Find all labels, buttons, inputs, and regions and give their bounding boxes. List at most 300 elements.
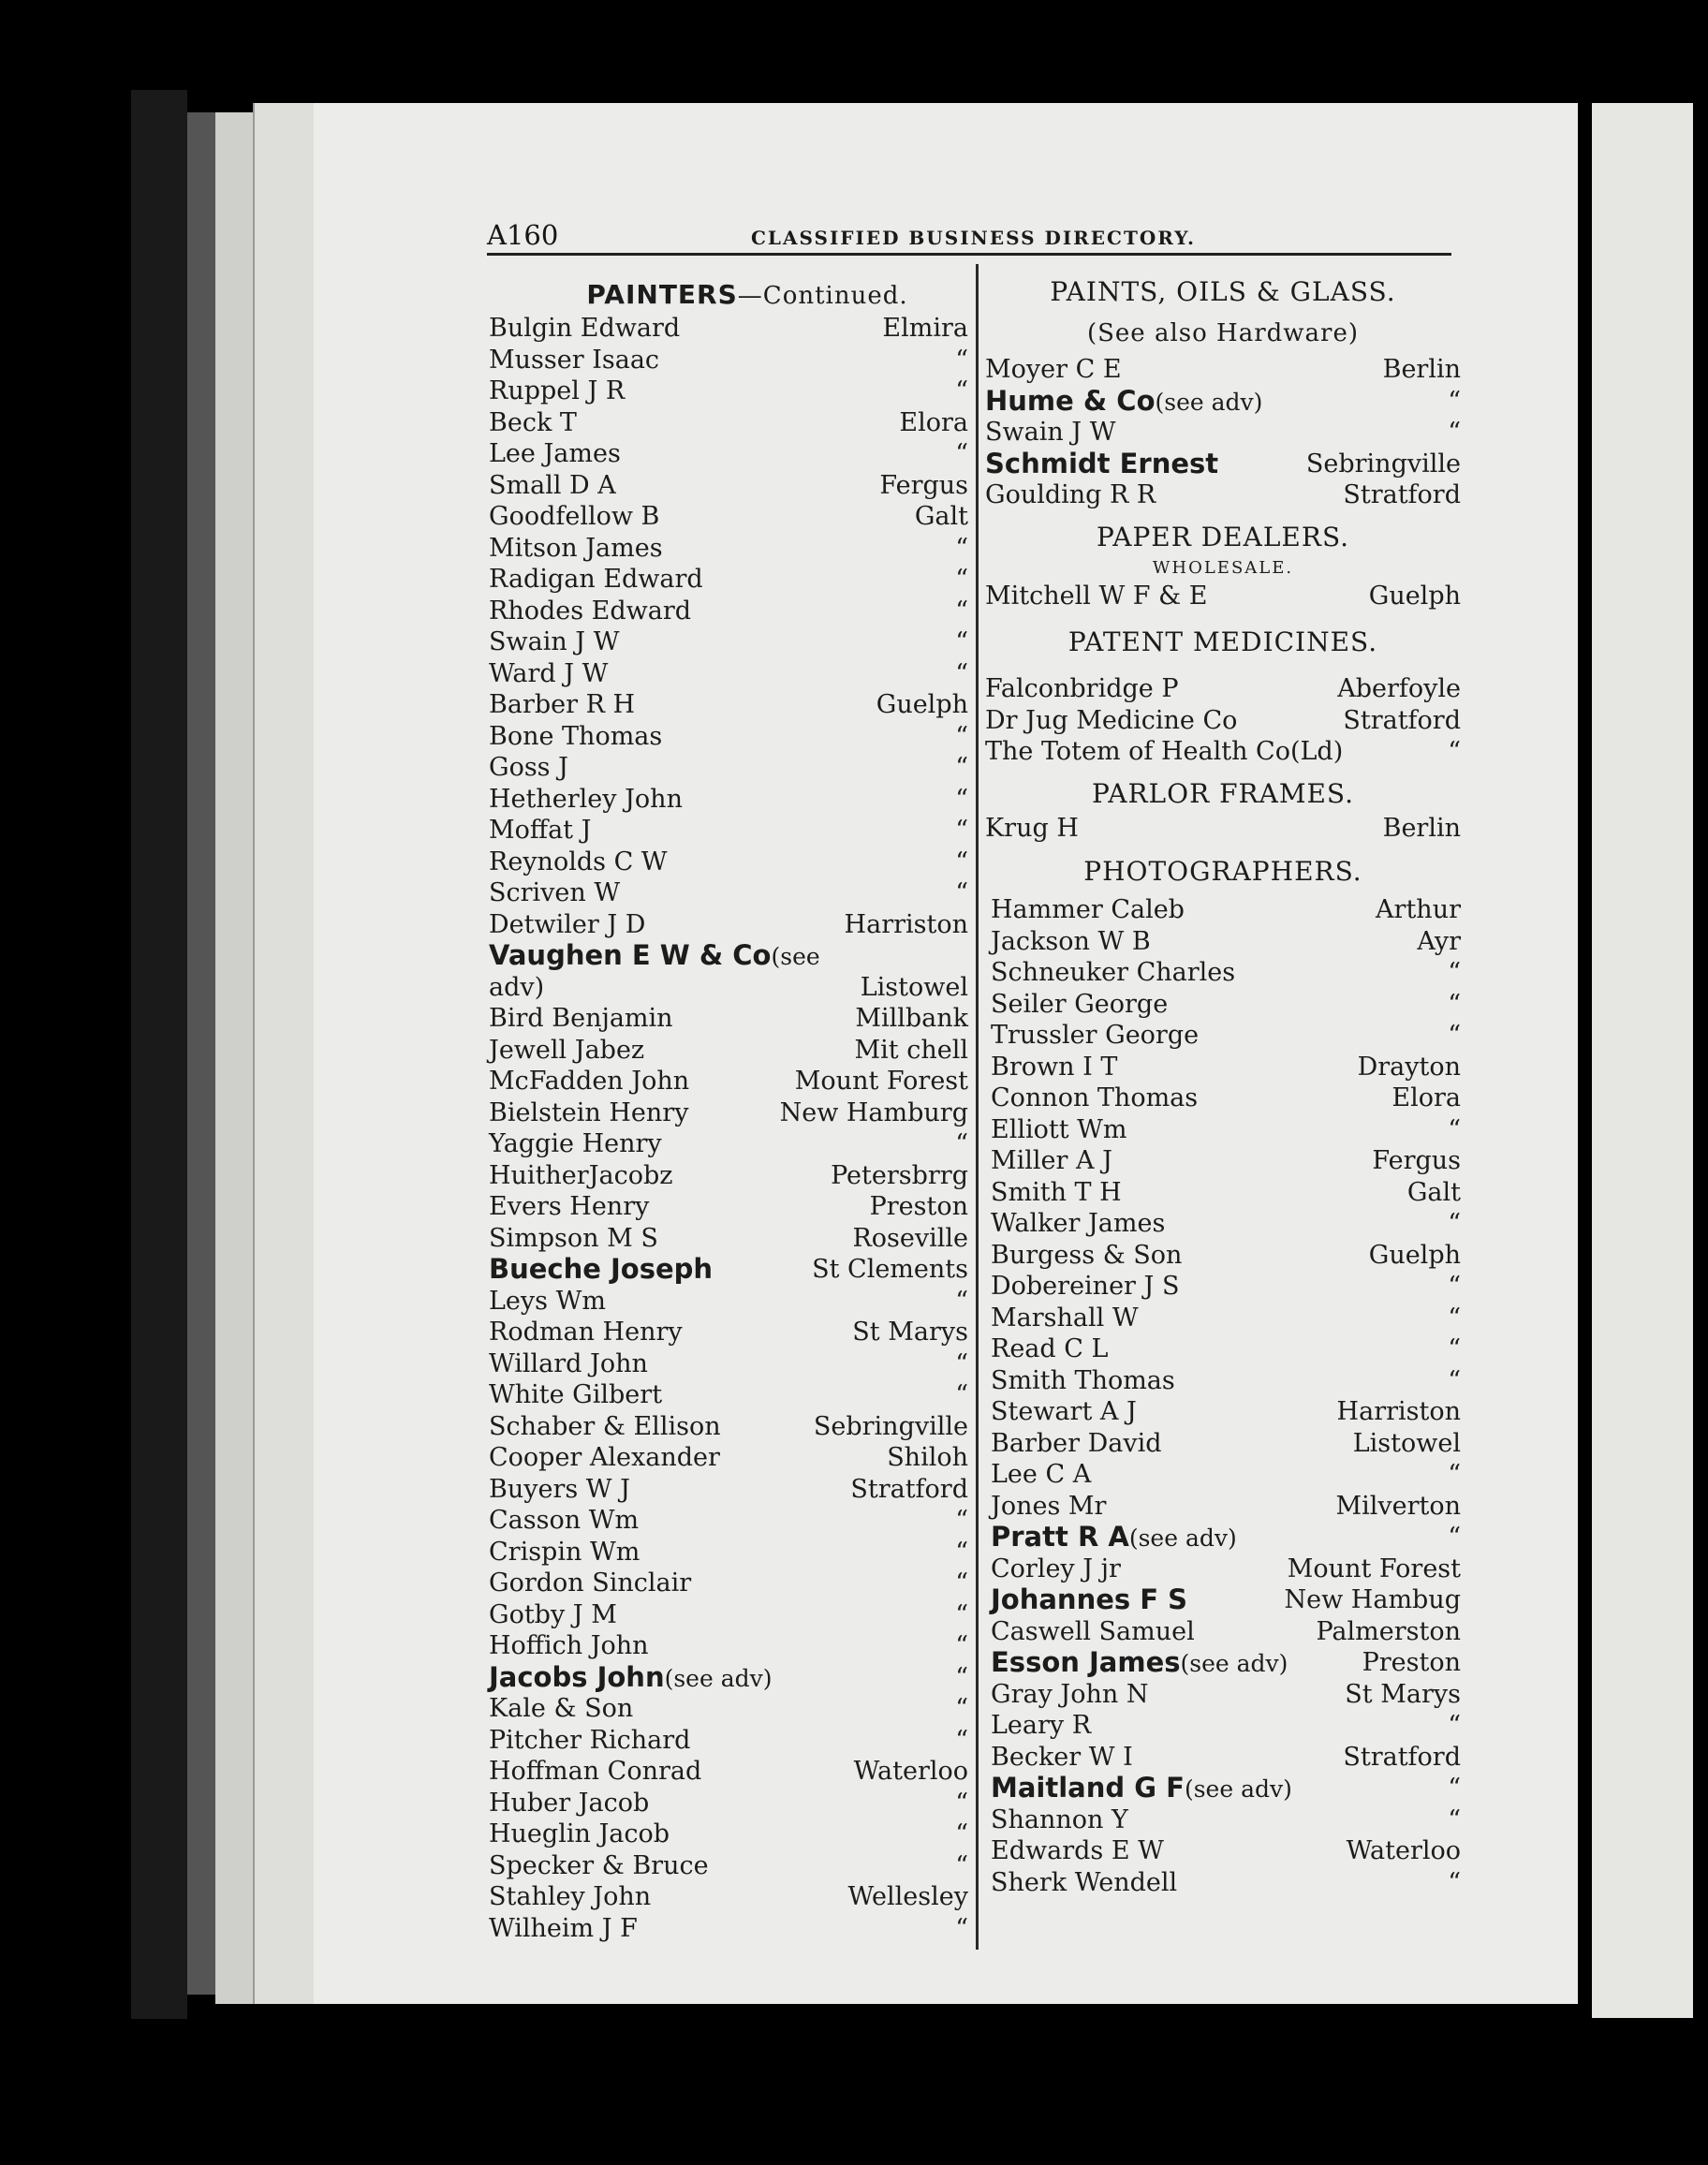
entry-note: (see adv) xyxy=(1128,1524,1237,1552)
directory-entry xyxy=(489,1442,968,1474)
entry-name-text: Schaber & Ellison xyxy=(489,1411,721,1441)
entry-place: “ xyxy=(955,596,968,626)
directory-entry xyxy=(991,1020,1461,1052)
entry-name-text: Swain J W xyxy=(985,418,1116,447)
directory-entry xyxy=(985,479,1461,511)
directory-entry xyxy=(991,1428,1461,1460)
entry-name-text: Connon Thomas xyxy=(991,1083,1199,1112)
entry-name-text: Walker James xyxy=(991,1209,1166,1238)
entry-place: “ xyxy=(955,533,968,563)
entry-name xyxy=(991,1303,1139,1334)
entry-name xyxy=(489,1066,689,1097)
directory-entry xyxy=(985,673,1461,705)
entry-place: “ xyxy=(955,847,968,876)
directory-entry xyxy=(991,1804,1461,1836)
directory-entry xyxy=(489,1097,968,1129)
entry-name-text: Johannes F S xyxy=(991,1583,1188,1615)
entry-name xyxy=(489,1379,662,1411)
entry-place: Millbank xyxy=(855,1004,968,1033)
directory-entry xyxy=(489,1756,968,1788)
painters-list xyxy=(489,313,968,1944)
entry-name xyxy=(489,1411,721,1443)
entry-name xyxy=(991,1365,1175,1397)
entry-name xyxy=(991,989,1168,1021)
entry-name-text: Maitland G F xyxy=(991,1772,1185,1804)
directory-entry xyxy=(985,736,1461,768)
entry-name-text: Trussler George xyxy=(991,1021,1200,1050)
entry-name xyxy=(489,1286,606,1318)
directory-entry xyxy=(991,1114,1461,1146)
page-header xyxy=(487,214,1451,257)
entry-name-text: Lee James xyxy=(489,439,621,468)
entry-place: Arthur xyxy=(1376,895,1461,924)
entry-name-text: Hetherley John xyxy=(489,784,683,814)
entry-name xyxy=(985,479,1156,511)
entry-name xyxy=(991,1396,1137,1428)
directory-entry xyxy=(489,847,968,878)
directory-entry xyxy=(489,1850,968,1882)
entry-name-text: Shannon Y xyxy=(991,1804,1128,1834)
directory-entry xyxy=(489,1568,968,1599)
directory-entry xyxy=(991,1177,1461,1209)
entry-name xyxy=(991,1647,1288,1680)
entry-place: “ xyxy=(955,1286,968,1316)
entry-name-text: Evers Henry xyxy=(489,1192,650,1221)
directory-entry xyxy=(985,449,1461,480)
entry-name-text: The Totem of Health Co(Ld) xyxy=(985,737,1344,766)
entry-name-text: Schmidt Ernest xyxy=(985,447,1219,479)
entry-name xyxy=(991,1052,1117,1083)
entry-place: “ xyxy=(955,721,968,751)
directory-entry xyxy=(985,705,1461,737)
entry-place: Milverton xyxy=(1335,1491,1461,1521)
entry-place: Harriston xyxy=(844,909,968,939)
entry-place: Stratford xyxy=(1343,705,1461,735)
entry-name-text: Ward J W xyxy=(489,658,609,688)
paper-subheading: WHOLESALE. xyxy=(1152,557,1294,578)
entry-name-text: Esson James xyxy=(991,1646,1181,1678)
entry-place: “ xyxy=(955,1569,968,1598)
entry-name xyxy=(489,1097,688,1129)
entry-name xyxy=(489,407,577,439)
entry-name xyxy=(489,1693,633,1725)
entry-name xyxy=(489,1537,640,1569)
entry-place: Listowel xyxy=(860,972,968,1002)
directory-entry xyxy=(489,1379,968,1411)
entry-name-text: Barber David xyxy=(991,1428,1162,1458)
entry-name-text: Lee C A xyxy=(991,1460,1092,1489)
entry-name xyxy=(489,909,645,941)
directory-entry xyxy=(991,1082,1461,1114)
entry-place: St Marys xyxy=(852,1318,968,1347)
entry-place: “ xyxy=(955,1380,968,1409)
entry-place: “ xyxy=(955,816,968,845)
directory-entry xyxy=(489,626,968,658)
entry-place: “ xyxy=(1448,1021,1461,1050)
entry-name xyxy=(489,1442,720,1474)
directory-entry xyxy=(489,1128,968,1160)
entry-name-text: Stahley John xyxy=(489,1882,652,1911)
entry-name-text: Burgess & Son xyxy=(991,1240,1183,1270)
entry-place: “ xyxy=(1448,1334,1461,1363)
directory-entry xyxy=(991,1396,1461,1428)
entry-place: Galt xyxy=(1406,1177,1461,1207)
entry-name-text: Pitcher Richard xyxy=(489,1725,691,1755)
entry-name xyxy=(489,815,591,847)
entry-name xyxy=(991,1804,1128,1836)
entry-place: “ xyxy=(955,1662,968,1692)
photographers-list xyxy=(985,894,1461,1898)
entry-name xyxy=(991,1020,1199,1052)
entry-place: Berlin xyxy=(1382,355,1461,384)
entry-name xyxy=(489,1035,644,1067)
entry-name-text: Mitchell W F & E xyxy=(985,581,1208,611)
entry-name-text: Gordon Sinclair xyxy=(489,1569,692,1598)
entry-name-text: Seiler George xyxy=(991,989,1169,1019)
directory-entry xyxy=(991,1208,1461,1240)
entry-place: Stratford xyxy=(1343,1742,1461,1772)
entry-place: “ xyxy=(955,1631,968,1660)
directory-entry xyxy=(489,1505,968,1537)
entry-name-text: Caswell Samuel xyxy=(991,1616,1195,1646)
directory-entry xyxy=(991,1584,1461,1616)
entry-name-text: Moffat J xyxy=(489,816,592,845)
entry-place: Fergus xyxy=(879,470,968,500)
entry-name xyxy=(991,926,1151,958)
entry-place: Preston xyxy=(1362,1648,1461,1677)
entry-name xyxy=(489,940,820,973)
entry-name-text: Jones Mr xyxy=(991,1491,1107,1521)
directory-entry xyxy=(991,894,1461,926)
entry-name-text: Brown I T xyxy=(991,1052,1118,1082)
entry-name xyxy=(489,1003,673,1035)
entry-name xyxy=(991,1177,1122,1209)
entry-name-text: Bueche Joseph xyxy=(489,1253,714,1285)
directory-entry xyxy=(991,1365,1461,1397)
entry-name-text: Bone Thomas xyxy=(489,721,663,751)
entry-name-text: Cooper Alexander xyxy=(489,1443,720,1472)
entry-name-text: Becker W I xyxy=(991,1742,1133,1772)
directory-entry xyxy=(991,1522,1461,1554)
entry-name-text: Specker & Bruce xyxy=(489,1850,709,1880)
entry-name xyxy=(991,1773,1292,1805)
directory-entry xyxy=(489,1003,968,1035)
entry-place: Fergus xyxy=(1372,1146,1461,1175)
entry-name-text: Moyer C E xyxy=(985,355,1122,384)
entry-name-text: Ruppel J R xyxy=(489,376,626,405)
directory-entry xyxy=(991,989,1461,1021)
entry-name-text: Leary R xyxy=(991,1711,1092,1740)
entry-name xyxy=(991,894,1185,926)
entry-name-text: Bird Benjamin xyxy=(489,1004,673,1033)
entry-place: Guelph xyxy=(1368,581,1461,611)
directory-entry xyxy=(991,1052,1461,1083)
directory-entry xyxy=(489,1066,968,1097)
entry-name-text: Hammer Caleb xyxy=(991,895,1185,924)
directory-entry xyxy=(489,1881,968,1913)
entry-name xyxy=(991,1491,1106,1523)
entry-name-text: Wilheim J F xyxy=(489,1913,638,1943)
entry-name-text: Stewart A J xyxy=(991,1397,1137,1426)
entry-place: “ xyxy=(955,1725,968,1755)
directory-entry xyxy=(489,752,968,784)
entry-place: “ xyxy=(1448,1303,1461,1333)
section-heading-patent: PATENT MEDICINES. xyxy=(1068,626,1378,657)
entry-name xyxy=(991,1710,1091,1742)
entry-name xyxy=(985,581,1207,612)
entry-place: “ xyxy=(1448,1460,1461,1489)
entry-place: “ xyxy=(955,627,968,656)
entry-place: “ xyxy=(1448,1365,1461,1395)
entry-place: “ xyxy=(955,1506,968,1535)
entry-name-text: HuitherJacobz xyxy=(489,1160,673,1190)
directory-entry xyxy=(489,658,968,690)
entry-name xyxy=(489,689,635,721)
entry-place: “ xyxy=(955,1850,968,1880)
entry-name-text: Jacobs John xyxy=(489,1660,665,1693)
entry-name-text: Edwards E W xyxy=(991,1836,1164,1865)
entry-place: “ xyxy=(955,1913,968,1943)
entry-name-text: Hueglin Jacob xyxy=(489,1819,670,1848)
directory-entry xyxy=(489,972,968,1004)
entry-name-text: Pratt R A xyxy=(991,1521,1129,1553)
entry-name xyxy=(489,313,680,345)
entry-name xyxy=(985,417,1115,449)
right-column xyxy=(985,272,1461,1898)
entry-place: “ xyxy=(955,376,968,405)
section-heading-paper: PAPER DEALERS. xyxy=(1096,521,1350,552)
entry-place: “ xyxy=(1448,1867,1461,1897)
directory-entry xyxy=(991,1647,1461,1679)
entry-name-text: Hume & Co xyxy=(985,384,1156,417)
directory-entry xyxy=(489,1286,968,1318)
entry-name-text: Goss J xyxy=(489,753,568,782)
entry-name xyxy=(489,1474,630,1506)
entry-place: “ xyxy=(955,1129,968,1158)
entry-name-text: Rodman Henry xyxy=(489,1318,683,1347)
directory-entry xyxy=(991,1333,1461,1365)
entry-name-text: Jewell Jabez xyxy=(489,1035,645,1065)
entry-name xyxy=(489,1348,648,1380)
entry-name-text: Kale & Son xyxy=(489,1694,634,1723)
paints-list xyxy=(985,354,1461,511)
entry-name-text: Miller A J xyxy=(991,1146,1112,1175)
directory-entry xyxy=(489,1191,968,1223)
entry-name-text: adv) xyxy=(489,972,545,1002)
entry-name xyxy=(489,345,659,376)
section-heading-parlor: PARLOR FRAMES. xyxy=(1091,777,1355,809)
entry-name xyxy=(991,1835,1164,1867)
entry-name xyxy=(991,1145,1112,1177)
entry-place: “ xyxy=(955,565,968,594)
entry-name xyxy=(489,877,620,909)
entry-name xyxy=(991,1240,1182,1272)
page-number: A160 xyxy=(487,219,559,251)
entry-place: Petersbrrg xyxy=(831,1160,968,1190)
entry-name-text: Beck T xyxy=(489,407,577,437)
header-rule xyxy=(487,253,1451,256)
entry-place: Drayton xyxy=(1357,1052,1461,1082)
entry-note: (see adv) xyxy=(1184,1775,1292,1803)
entry-name-text: Gotby J M xyxy=(489,1599,617,1629)
entry-place: Listowel xyxy=(1352,1428,1461,1458)
entry-place: Palmerston xyxy=(1316,1616,1461,1646)
entry-place: Mount Forest xyxy=(1287,1554,1461,1583)
entry-name xyxy=(489,470,616,502)
directory-entry xyxy=(985,417,1461,449)
directory-entry xyxy=(489,1537,968,1569)
entry-name-text: Radigan Edward xyxy=(489,565,703,594)
entry-name-text: Buyers W J xyxy=(489,1474,630,1504)
directory-entry xyxy=(489,470,968,502)
entry-name-text: Willard John xyxy=(489,1348,648,1378)
entry-name-text: White Gilbert xyxy=(489,1380,663,1409)
entry-name xyxy=(489,1191,649,1223)
entry-name-text: Falconbridge P xyxy=(985,674,1179,703)
entry-place: Mit chell xyxy=(854,1035,968,1065)
entry-name-text: Barber R H xyxy=(489,690,636,719)
entry-place: Waterloo xyxy=(1346,1836,1461,1865)
entry-place: St Clements xyxy=(812,1255,968,1284)
book-edge-4 xyxy=(253,103,316,2004)
entry-name xyxy=(991,1333,1108,1365)
directory-entry xyxy=(489,407,968,439)
entry-name xyxy=(489,1756,701,1788)
entry-place: Berlin xyxy=(1382,813,1461,843)
directory-entry xyxy=(489,564,968,596)
entry-name-text: Rhodes Edward xyxy=(489,596,692,626)
entry-name xyxy=(489,847,668,878)
entry-name xyxy=(489,501,659,533)
entry-place: Aberfoyle xyxy=(1337,674,1461,703)
directory-entry xyxy=(489,877,968,909)
entry-note: (see adv) xyxy=(664,1664,773,1692)
entry-name-text: Smith Thomas xyxy=(991,1365,1175,1395)
entry-name xyxy=(985,673,1179,705)
entry-name xyxy=(489,626,619,658)
book-edge-1 xyxy=(131,90,187,2019)
entry-name xyxy=(489,533,663,565)
directory-entry xyxy=(489,1254,968,1286)
entry-name-text: Sherk Wendell xyxy=(991,1867,1178,1897)
entry-name-text: Small D A xyxy=(489,470,616,500)
entry-name-text: Gray John N xyxy=(991,1679,1149,1709)
entry-place: “ xyxy=(955,1348,968,1378)
entry-name-text: Musser Isaac xyxy=(489,345,660,375)
directory-entry xyxy=(489,1819,968,1850)
section-heading-painters xyxy=(489,277,968,313)
directory-entry xyxy=(489,1223,968,1255)
directory-entry xyxy=(489,1474,968,1506)
section-heading-paints: PAINTS, OILS & GLASS. xyxy=(1050,276,1396,307)
entry-place: Waterloo xyxy=(853,1757,968,1786)
directory-entry xyxy=(991,1271,1461,1303)
entry-name-text: Corley J jr xyxy=(991,1554,1121,1583)
entry-place: Roseville xyxy=(852,1223,968,1253)
entry-name xyxy=(489,1788,649,1819)
entry-place: “ xyxy=(955,753,968,782)
entry-place: St Marys xyxy=(1345,1679,1461,1709)
painters-heading: PAINTERS xyxy=(586,279,738,310)
entry-place: Shiloh xyxy=(887,1443,968,1472)
entry-name-text: Schneuker Charles xyxy=(991,958,1236,987)
directory-entry xyxy=(489,689,968,721)
entry-name xyxy=(991,1208,1165,1240)
entry-place: “ xyxy=(955,1599,968,1629)
entry-name xyxy=(489,1223,658,1255)
directory-entry xyxy=(489,1725,968,1757)
entry-name-text: Hoffich John xyxy=(489,1631,649,1660)
entry-place: “ xyxy=(955,784,968,814)
entry-name-text: Dobereiner J S xyxy=(991,1272,1180,1301)
entry-name xyxy=(991,957,1235,989)
entry-name-text: Smith T H xyxy=(991,1177,1122,1207)
entry-name-text: Casson Wm xyxy=(489,1506,640,1535)
directory-entry xyxy=(991,1459,1461,1491)
entry-place: “ xyxy=(1448,737,1461,766)
entry-name-text: Bulgin Edward xyxy=(489,314,681,343)
entry-name xyxy=(985,705,1237,737)
patent-list xyxy=(985,673,1461,768)
entry-name-text: Swain J W xyxy=(489,627,620,656)
directory-entry xyxy=(489,533,968,565)
entry-place: Harriston xyxy=(1336,1397,1461,1426)
entry-name xyxy=(489,1725,690,1757)
entry-place: Sebringville xyxy=(1305,449,1461,479)
paints-subheading: (See also Hardware) xyxy=(1086,319,1360,347)
directory-entry xyxy=(985,813,1461,845)
column-divider xyxy=(976,264,979,1950)
entry-place: Wellesley xyxy=(847,1882,968,1911)
entry-name xyxy=(489,1505,639,1537)
left-column xyxy=(489,277,968,1944)
directory-entry xyxy=(991,1145,1461,1177)
entry-name xyxy=(489,658,608,690)
directory-entry xyxy=(991,1773,1461,1804)
entry-name xyxy=(991,1082,1198,1114)
entry-name-text: Scriven W xyxy=(489,878,621,907)
entry-name xyxy=(489,1881,651,1913)
entry-name xyxy=(985,813,1079,845)
entry-name-text: McFadden John xyxy=(489,1067,690,1096)
entry-place: “ xyxy=(955,1819,968,1848)
entry-name xyxy=(489,1254,713,1287)
entry-name-text: Hoffman Conrad xyxy=(489,1757,702,1786)
entry-place: “ xyxy=(955,345,968,375)
entry-place: Stratford xyxy=(1343,480,1461,509)
entry-name xyxy=(489,376,625,407)
entry-name-text: Read C L xyxy=(991,1334,1109,1363)
directory-entry xyxy=(489,721,968,753)
entry-place: Elmira xyxy=(882,314,968,343)
entry-place: “ xyxy=(955,1788,968,1818)
paper-list xyxy=(985,581,1461,612)
entry-name xyxy=(489,1913,638,1945)
entry-name xyxy=(991,1616,1195,1648)
directory-entry xyxy=(489,1411,968,1443)
entry-name xyxy=(489,564,703,596)
entry-name xyxy=(991,1114,1127,1146)
entry-name xyxy=(991,1584,1187,1617)
page-title: CLASSIFIED BUSINESS DIRECTORY. xyxy=(751,227,1196,249)
directory-entry xyxy=(489,1630,968,1662)
entry-note: (see xyxy=(771,943,820,970)
entry-place: New Hambug xyxy=(1284,1585,1461,1614)
entry-name-text: Goodfellow B xyxy=(489,502,660,531)
directory-entry xyxy=(991,957,1461,989)
entry-name xyxy=(991,1428,1162,1460)
book-edge-3 xyxy=(215,112,253,2004)
